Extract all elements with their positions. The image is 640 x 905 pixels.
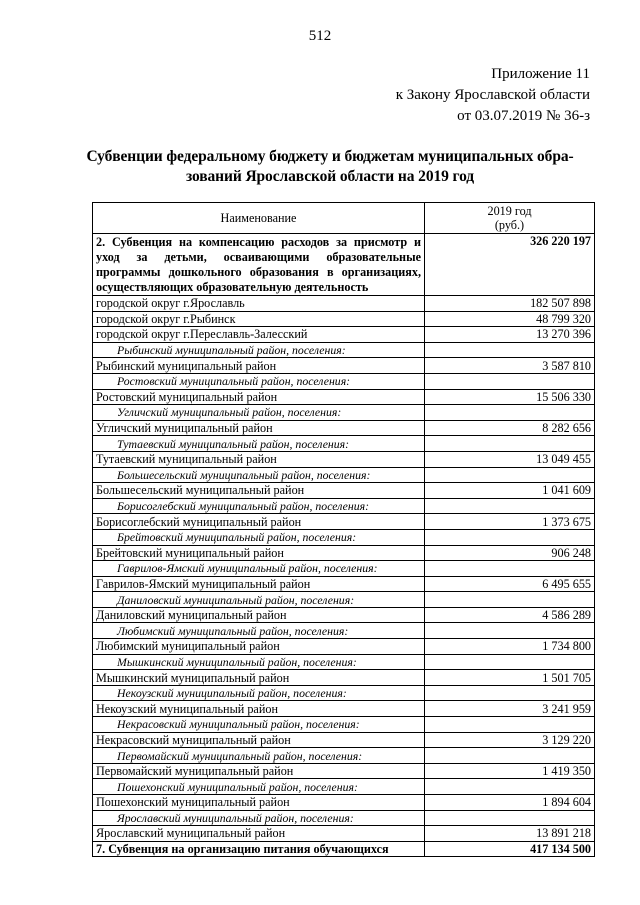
row-name: Первомайский муниципальный район bbox=[93, 763, 425, 779]
total-value: 417 134 500 bbox=[425, 841, 595, 857]
row-value bbox=[425, 561, 595, 577]
row-name: Первомайский муниципальный район, поселения: bbox=[93, 748, 425, 764]
row-name: Любимский муниципальный район, поселения: bbox=[93, 623, 425, 639]
row-value bbox=[425, 623, 595, 639]
row-name: Любимский муниципальный район bbox=[93, 639, 425, 655]
header-year: 2019 год bbox=[487, 204, 532, 218]
table-row bbox=[93, 763, 595, 779]
row-name: городской округ г.Рыбинск bbox=[93, 311, 425, 327]
row-name: Тутаевский муниципальный район bbox=[93, 451, 425, 467]
row-name: Пошехонский муниципальный район bbox=[93, 795, 425, 811]
row-name: Гаврилов-Ямский муниципальный район bbox=[93, 576, 425, 592]
row-value: 1 501 705 bbox=[425, 670, 595, 686]
section-row bbox=[93, 234, 595, 296]
row-name: Ярославский муниципальный район bbox=[93, 826, 425, 842]
table-row bbox=[93, 296, 595, 312]
row-value bbox=[425, 373, 595, 389]
row-value bbox=[425, 748, 595, 764]
row-value: 4 586 289 bbox=[425, 607, 595, 623]
appendix-block bbox=[396, 64, 590, 127]
row-name: Рыбинский муниципальный район bbox=[93, 358, 425, 374]
table-subheader-row bbox=[93, 592, 595, 608]
row-value bbox=[425, 685, 595, 701]
row-name: Угличский муниципальный район, поселения: bbox=[93, 405, 425, 421]
table-subheader-row bbox=[93, 561, 595, 577]
page-number: 512 bbox=[308, 28, 332, 44]
row-value: 906 248 bbox=[425, 545, 595, 561]
table-subheader-row bbox=[93, 623, 595, 639]
row-value bbox=[425, 342, 595, 358]
header-name: Наименование bbox=[93, 203, 425, 234]
table-row bbox=[93, 483, 595, 499]
row-value bbox=[425, 498, 595, 514]
appendix-line-2: к Закону Ярославской области bbox=[395, 87, 590, 103]
row-name: Мышкинский муниципальный район, поселения: bbox=[93, 654, 425, 670]
row-value: 3 241 959 bbox=[425, 701, 595, 717]
title-line-1: Субвенции федеральному бюджету и бюджетам муниципальных обра- bbox=[86, 148, 574, 165]
row-value: 1 419 350 bbox=[425, 763, 595, 779]
row-name: Большесельский муниципальный район bbox=[93, 483, 425, 499]
row-name: Даниловский муниципальный район, поселения: bbox=[93, 592, 425, 608]
row-name: Некрасовский муниципальный район bbox=[93, 732, 425, 748]
row-value: 13 049 455 bbox=[425, 451, 595, 467]
table-subheader-row bbox=[93, 810, 595, 826]
table-row bbox=[93, 358, 595, 374]
row-value bbox=[425, 779, 595, 795]
total-row bbox=[93, 841, 595, 857]
row-value: 15 506 330 bbox=[425, 389, 595, 405]
header-unit: (руб.) bbox=[494, 218, 525, 232]
table-row bbox=[93, 451, 595, 467]
table-row bbox=[93, 639, 595, 655]
table-row bbox=[93, 826, 595, 842]
row-value bbox=[425, 405, 595, 421]
table-row bbox=[93, 514, 595, 530]
table-subheader-row bbox=[93, 342, 595, 358]
table-subheader-row bbox=[93, 717, 595, 733]
total-name: 7. Субвенция на организацию питания обучающихся bbox=[93, 841, 425, 857]
table-row bbox=[93, 576, 595, 592]
row-value: 48 799 320 bbox=[425, 311, 595, 327]
table-subheader-row bbox=[93, 748, 595, 764]
row-name: Борисоглебский муниципальный район, поселения: bbox=[93, 498, 425, 514]
row-name: Ростовский муниципальный район bbox=[93, 389, 425, 405]
row-value: 13 891 218 bbox=[425, 826, 595, 842]
row-value: 182 507 898 bbox=[425, 296, 595, 312]
table-subheader-row bbox=[93, 498, 595, 514]
row-value: 13 270 396 bbox=[425, 327, 595, 343]
row-value bbox=[425, 717, 595, 733]
row-value: 1 734 800 bbox=[425, 639, 595, 655]
appendix-line-3: от 03.07.2019 № 36-з bbox=[457, 108, 590, 124]
table-subheader-row bbox=[93, 685, 595, 701]
table-header-row bbox=[93, 203, 595, 234]
table-row bbox=[93, 795, 595, 811]
row-value: 6 495 655 bbox=[425, 576, 595, 592]
row-value bbox=[425, 810, 595, 826]
row-value: 1 041 609 bbox=[425, 483, 595, 499]
row-name: Брейтовский муниципальный район bbox=[93, 545, 425, 561]
row-name: Некоузский муниципальный район, поселения: bbox=[93, 685, 425, 701]
row-value bbox=[425, 467, 595, 483]
row-name: городской округ г.Переславль-Залесский bbox=[93, 327, 425, 343]
row-name: Тутаевский муниципальный район, поселения: bbox=[93, 436, 425, 452]
section-name: 2. Субвенция на компенсацию расходов за присмотр и уход за детьми, осваивающими образовательные программы дошкольного образования в организациях, осуществляющих образовательную деятельность bbox=[93, 234, 425, 296]
row-name: Гаврилов-Ямский муниципальный район, поселения: bbox=[93, 561, 425, 577]
row-name: Пошехонский муниципальный район, поселения: bbox=[93, 779, 425, 795]
row-name: Угличский муниципальный район bbox=[93, 420, 425, 436]
table-row bbox=[93, 327, 595, 343]
row-value: 1 373 675 bbox=[425, 514, 595, 530]
table-row bbox=[93, 545, 595, 561]
table-subheader-row bbox=[93, 529, 595, 545]
row-name: Брейтовский муниципальный район, поселения: bbox=[93, 529, 425, 545]
table-row bbox=[93, 607, 595, 623]
row-name: Мышкинский муниципальный район bbox=[93, 670, 425, 686]
row-name: Ярославский муниципальный район, поселения: bbox=[93, 810, 425, 826]
row-value: 8 282 656 bbox=[425, 420, 595, 436]
row-name: Даниловский муниципальный район bbox=[93, 607, 425, 623]
table-subheader-row bbox=[93, 436, 595, 452]
table-row bbox=[93, 670, 595, 686]
appendix-line-1: Приложение 11 bbox=[491, 66, 590, 82]
row-name: городской округ г.Ярославль bbox=[93, 296, 425, 312]
table-subheader-row bbox=[93, 654, 595, 670]
row-name: Рыбинский муниципальный район, поселения: bbox=[93, 342, 425, 358]
row-value bbox=[425, 654, 595, 670]
table-row bbox=[93, 311, 595, 327]
row-value bbox=[425, 529, 595, 545]
header-year-cell bbox=[425, 203, 595, 234]
title-line-2: зований Ярославской области на 2019 год bbox=[185, 168, 475, 185]
table-subheader-row bbox=[93, 779, 595, 795]
row-name: Ростовский муниципальный район, поселения: bbox=[93, 373, 425, 389]
table-row bbox=[93, 420, 595, 436]
section-value: 326 220 197 bbox=[425, 234, 595, 296]
subvention-table bbox=[92, 202, 595, 857]
table-subheader-row bbox=[93, 405, 595, 421]
table-subheader-row bbox=[93, 373, 595, 389]
row-name: Борисоглебский муниципальный район bbox=[93, 514, 425, 530]
row-name: Большесельский муниципальный район, поселения: bbox=[93, 467, 425, 483]
row-value bbox=[425, 592, 595, 608]
row-name: Некрасовский муниципальный район, поселения: bbox=[93, 717, 425, 733]
row-value: 3 587 810 bbox=[425, 358, 595, 374]
table-row bbox=[93, 701, 595, 717]
table-subheader-row bbox=[93, 467, 595, 483]
row-value bbox=[425, 436, 595, 452]
row-value: 3 129 220 bbox=[425, 732, 595, 748]
table-row bbox=[93, 389, 595, 405]
row-value: 1 894 604 bbox=[425, 795, 595, 811]
table-row bbox=[93, 732, 595, 748]
document-title bbox=[70, 147, 590, 187]
row-name: Некоузский муниципальный район bbox=[93, 701, 425, 717]
